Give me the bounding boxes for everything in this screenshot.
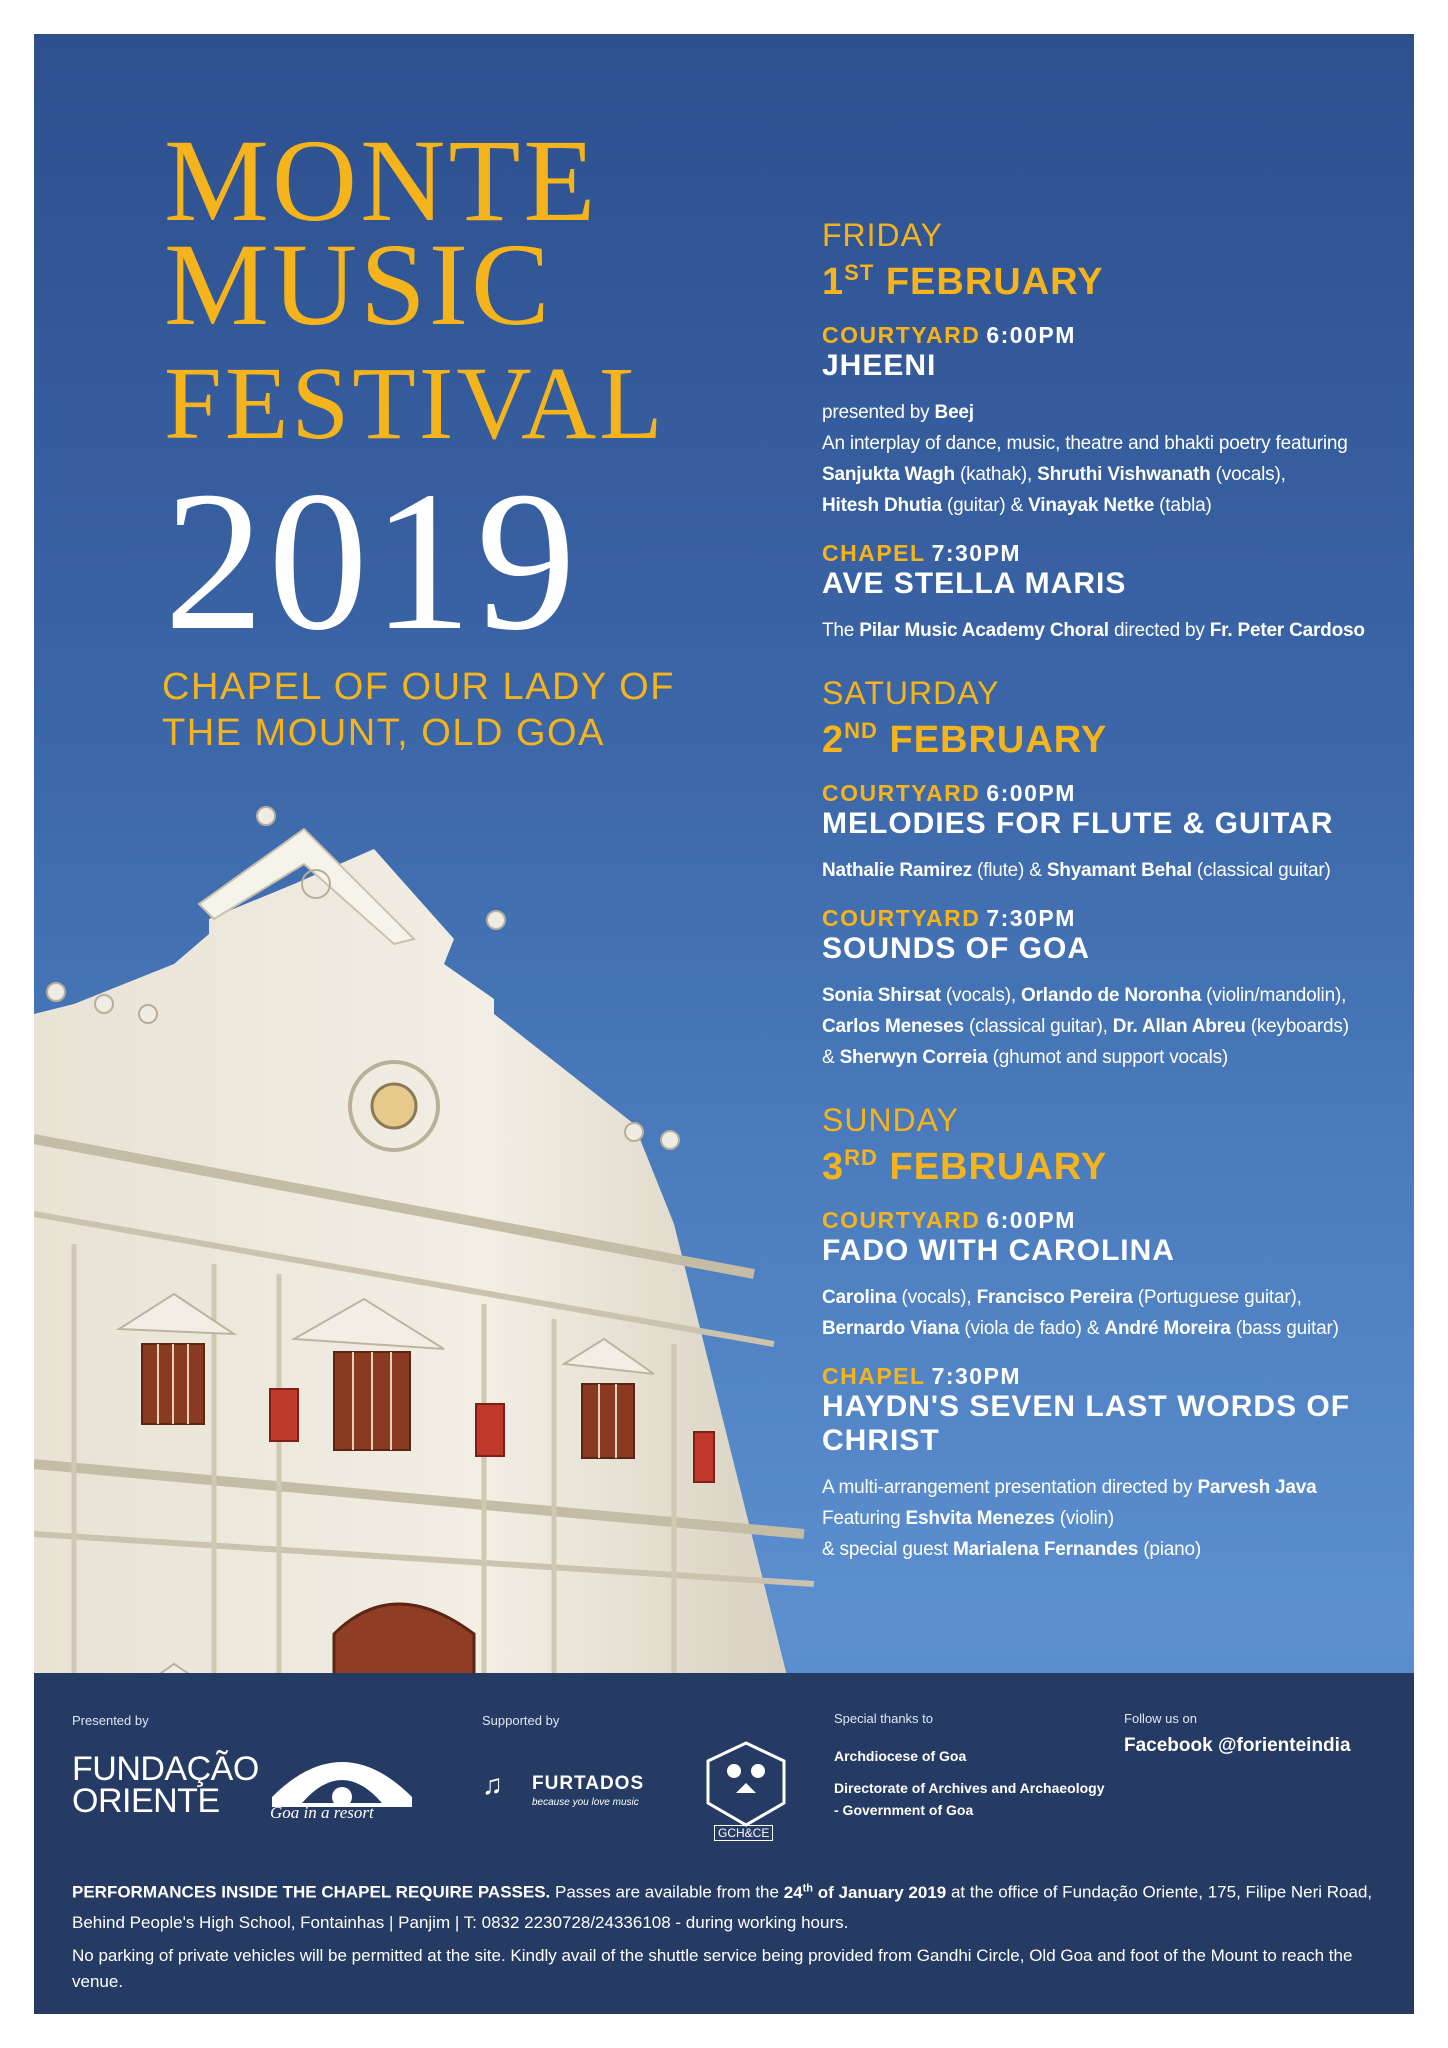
gchce-logo <box>706 1741 786 1827</box>
event-title: MELODIES FOR FLUTE & GUITAR <box>822 807 1334 840</box>
event-venue-time: CHAPEL 7:30PM <box>822 540 1022 566</box>
desc-line: Bernardo Viana (viola de fado) & André Moreira (bass guitar) <box>822 1318 1339 1339</box>
special-thanks-label: Special thanks to <box>834 1711 934 1726</box>
event-description <box>822 1472 1402 1565</box>
day-date: 1ST FEBRUARY <box>822 260 1104 303</box>
gchce-text: GCH&CE <box>714 1825 773 1841</box>
event-description <box>822 855 1402 886</box>
desc-line: Nathalie Ramirez (flute) & Shyamant Behal (classical guitar) <box>822 860 1331 881</box>
passes-note: PERFORMANCES INSIDE THE CHAPEL REQUIRE PASSES. Passes are available from the 24th of January 2019 at the office of Fundação Oriente, 175, Filipe Neri Road, Behind People's High School, Fontainhas | Panjim | T: 0832 2230728/24336108 - during working hours. <box>72 1882 1373 1932</box>
chapel-illustration <box>34 804 834 1704</box>
desc-line: & Sherwyn Correia (ghumot and support vocals) <box>822 1047 1229 1068</box>
festival-title-line1: MONTE <box>164 115 599 246</box>
desc-line: & special guest Marialena Fernandes (piano) <box>822 1539 1201 1560</box>
cidade-de-goa-logo <box>262 1737 422 1847</box>
event-title: HAYDN'S SEVEN LAST WORDS OF CHRIST <box>822 1390 1351 1457</box>
furtados-icon: ♫ <box>482 1769 503 1800</box>
furtados-logo: FURTADOS <box>532 1773 645 1794</box>
festival-title-line3: FESTIVAL <box>164 346 666 461</box>
event-venue-time: COURTYARD 6:00PM <box>822 780 1076 806</box>
day-friday <box>822 218 1402 646</box>
event-title: AVE STELLA MARIS <box>822 567 1127 600</box>
day-date: 2ND FEBRUARY <box>822 718 1108 761</box>
festival-year: 2019 <box>164 451 580 672</box>
follow-label: Follow us on <box>1124 1711 1197 1726</box>
day-name: FRIDAY <box>822 217 943 253</box>
desc-line: Carlos Meneses (classical guitar), Dr. Allan Abreu (keyboards) <box>822 1016 1349 1037</box>
desc-line: Carolina (vocals), Francisco Pereira (Portuguese guitar), <box>822 1287 1302 1308</box>
event-venue-time: COURTYARD 7:30PM <box>822 905 1076 931</box>
event-title: SOUNDS OF GOA <box>822 932 1091 965</box>
event-title: JHEENI <box>822 349 937 382</box>
cidade-tagline: Goa in a resort <box>270 1803 374 1822</box>
cidade-logo-text: CIDADE DE GOA <box>272 1733 393 1750</box>
desc-line: Sonia Shirsat (vocals), Orlando de Noronha (violin/mandolin), <box>822 985 1347 1006</box>
day-date: 3RD FEBRUARY <box>822 1145 1108 1188</box>
festival-title-line2: MUSIC <box>164 219 553 350</box>
footer <box>34 1673 1414 2014</box>
event-description <box>822 615 1402 646</box>
day-sunday <box>822 1103 1402 1565</box>
event-description <box>822 397 1402 521</box>
day-name: SATURDAY <box>822 675 1000 711</box>
festival-venue: CHAPEL OF OUR LADY OF THE MOUNT, OLD GOA <box>162 666 675 754</box>
desc-line: Hitesh Dhutia (guitar) & Vinayak Netke (tabla) <box>822 495 1212 516</box>
desc-line: An interplay of dance, music, theatre and bhakti poetry featuring <box>822 433 1348 454</box>
event-venue-time: CHAPEL 7:30PM <box>822 1363 1022 1389</box>
presented-by-label: Presented by <box>72 1713 149 1728</box>
event-venue-time: COURTYARD 6:00PM <box>822 1207 1076 1233</box>
schedule <box>822 218 1402 1565</box>
event-title: FADO WITH CAROLINA <box>822 1234 1175 1267</box>
desc-line: Featuring Eshvita Menezes (violin) <box>822 1508 1115 1529</box>
desc-line: presented by Beej <box>822 402 974 423</box>
event-description <box>822 1282 1402 1344</box>
event-description <box>822 980 1402 1073</box>
furtados-tagline: because you love music <box>532 1797 639 1808</box>
fundacao-oriente-logo: FUNDAÇÃO ORIENTE <box>72 1750 259 1820</box>
parking-note: No parking of private vehicles will be permitted at the site. Kindly avail of the shuttle service being provided from Gandhi Circle, Old Goa and foot of the Mount to reach the venue. <box>72 1946 1353 1991</box>
desc-line: The Pilar Music Academy Choral directed by Fr. Peter Cardoso <box>822 620 1365 641</box>
desc-line: Sanjukta Wagh (kathak), Shruthi Vishwanath (vocals), <box>822 464 1286 485</box>
day-name: SUNDAY <box>822 1102 959 1138</box>
day-saturday <box>822 676 1402 1073</box>
special-thanks-list: Archdiocese of Goa Directorate of Archives and Archaeology - Government of Goa <box>834 1748 1105 1818</box>
desc-line: A multi-arrangement presentation directed by Parvesh Java <box>822 1477 1317 1498</box>
event-venue-time: COURTYARD 6:00PM <box>822 322 1076 348</box>
facebook-handle[interactable]: Facebook @forienteindia <box>1124 1735 1351 1756</box>
supported-by-label: Supported by <box>482 1713 560 1728</box>
